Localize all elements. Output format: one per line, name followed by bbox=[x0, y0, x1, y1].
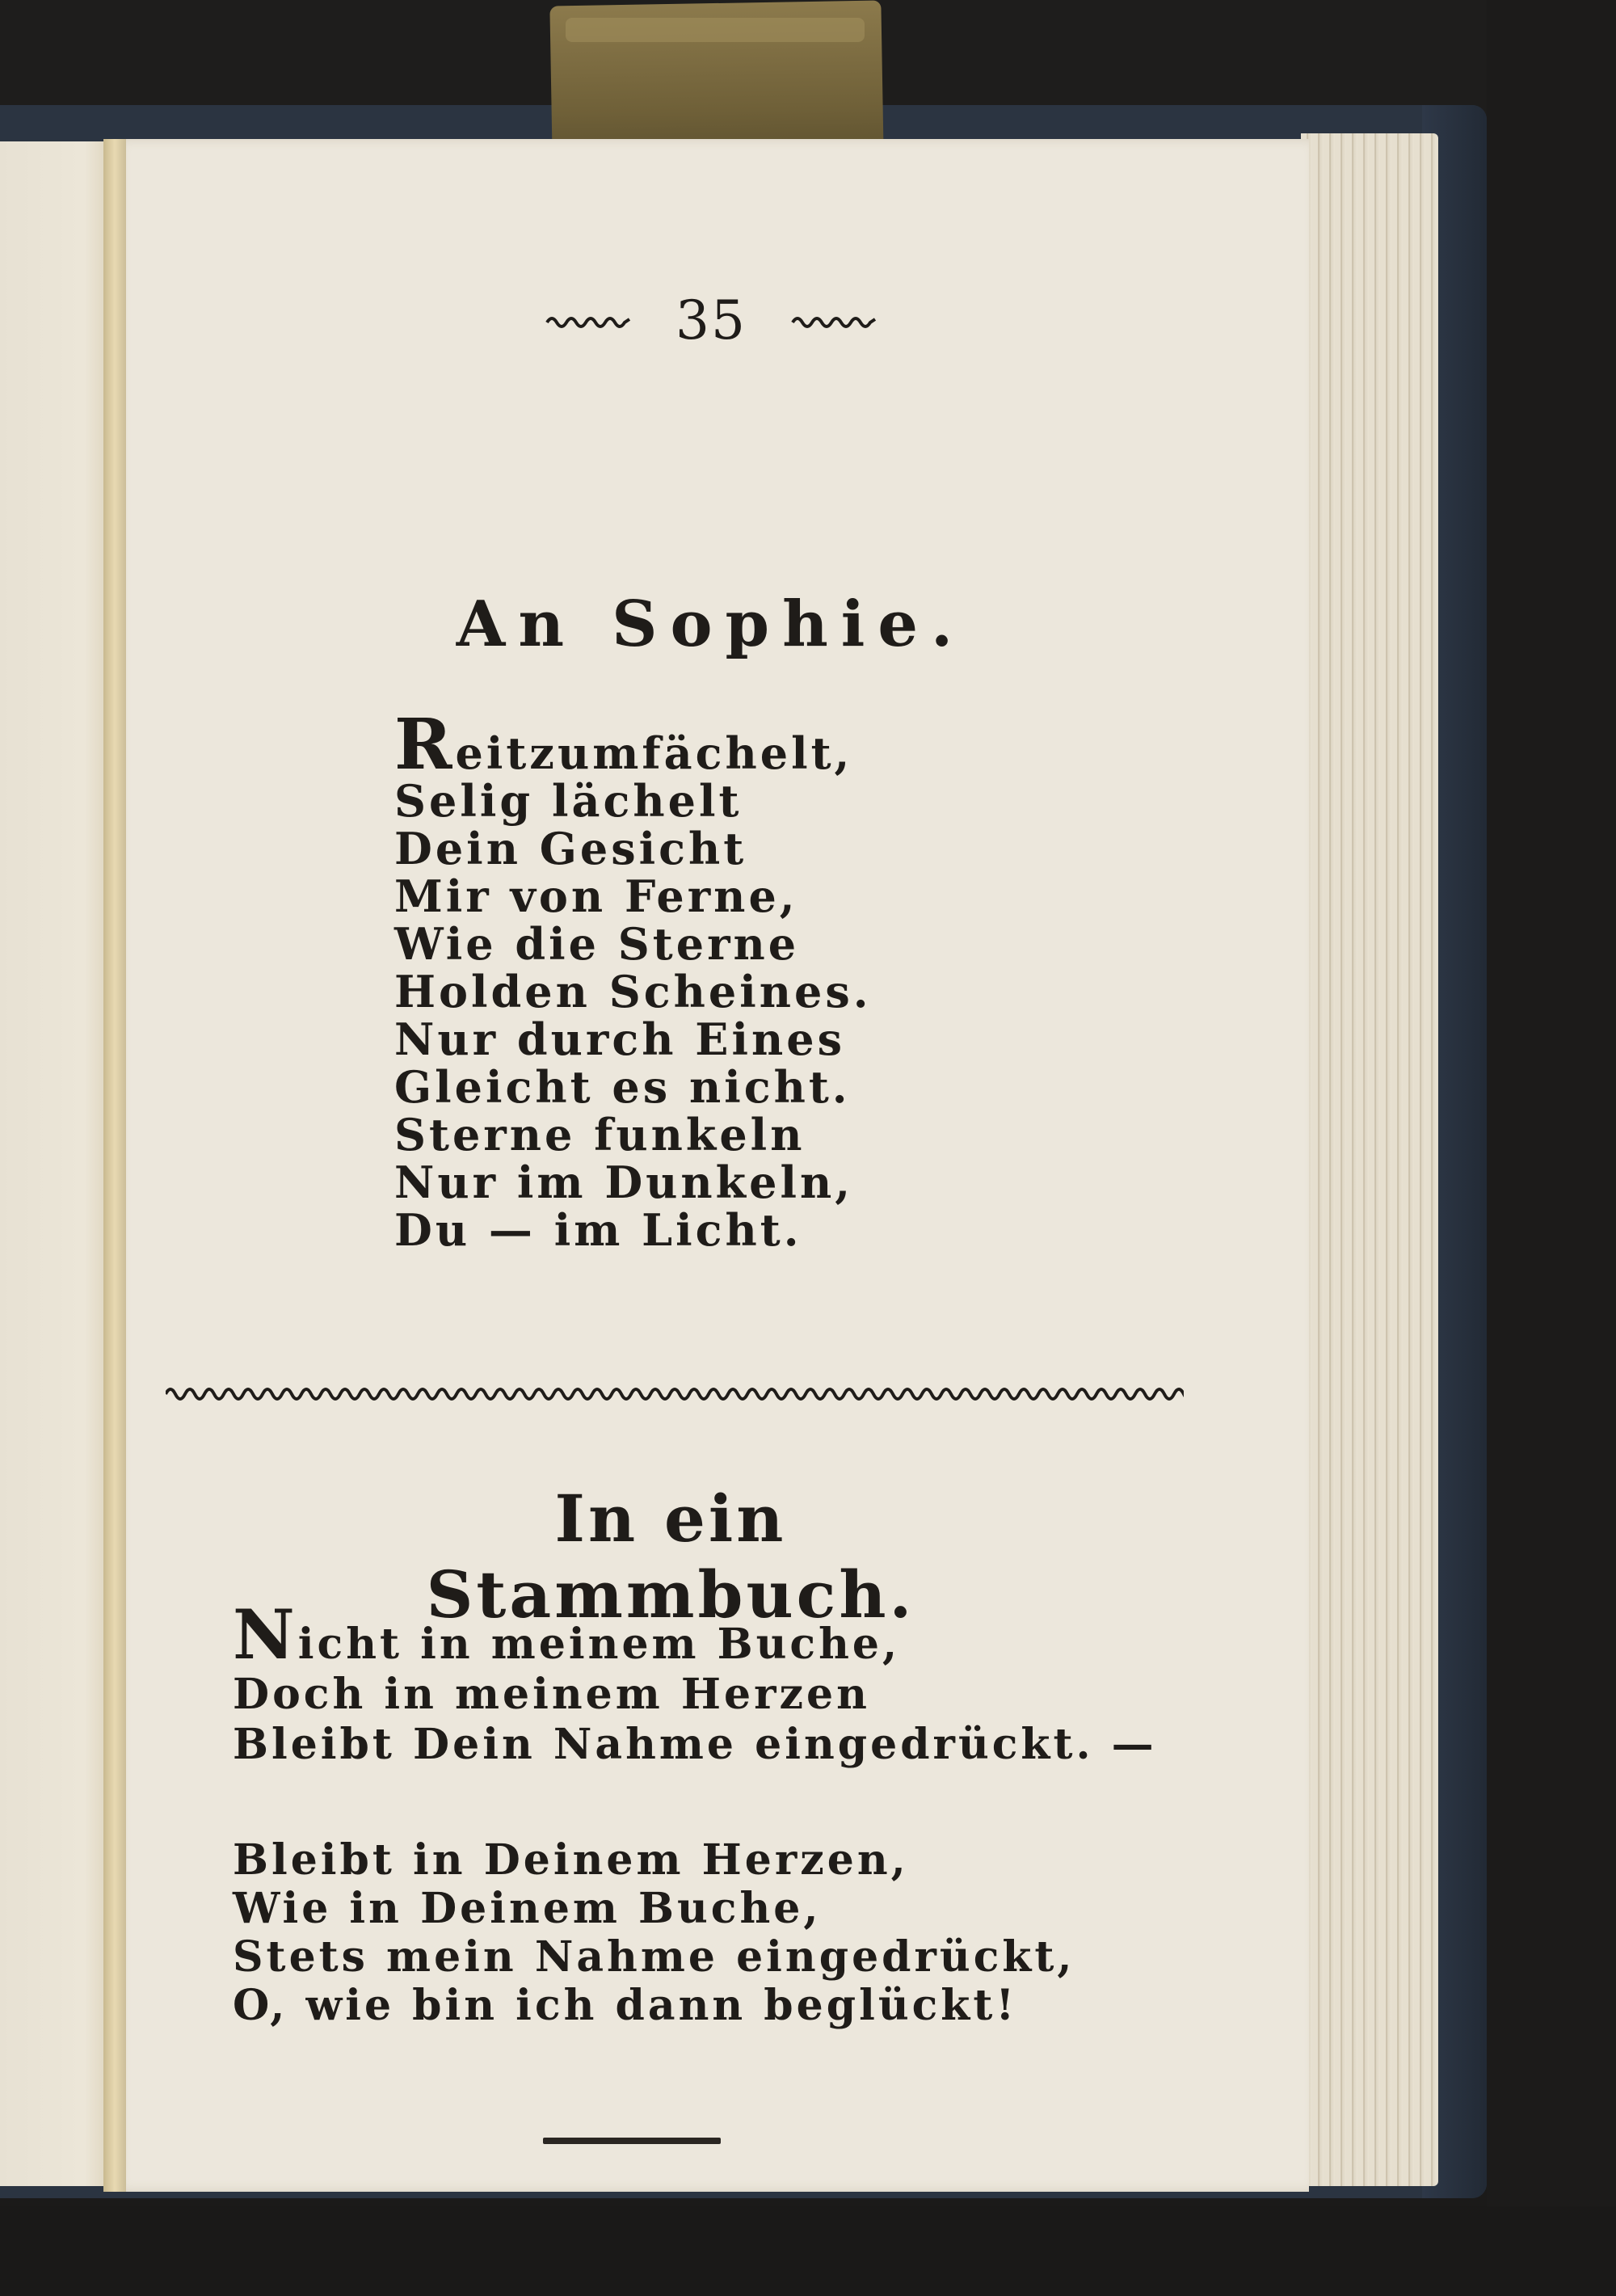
background-bottom bbox=[0, 2206, 1616, 2296]
page-header bbox=[461, 284, 962, 352]
poem-line: Dein Gesicht bbox=[394, 823, 747, 874]
poem-stanza bbox=[233, 1836, 1075, 2030]
end-rule bbox=[543, 2138, 721, 2144]
poem-stanza bbox=[233, 1595, 1157, 1770]
poem-line: Sterne funkeln bbox=[394, 1109, 806, 1161]
background-right bbox=[1487, 0, 1616, 2296]
poem-line: Nur im Dunkeln, bbox=[394, 1156, 854, 1208]
header-ornament-left bbox=[544, 310, 633, 331]
poem-title-in-ein-stammbuch: In ein Stammbuch. bbox=[426, 1481, 915, 1632]
poem-stanza bbox=[394, 704, 872, 1256]
poem-line: Wie in Deinem Buche, bbox=[233, 1884, 822, 1933]
poem-line: Du — im Licht. bbox=[394, 1204, 802, 1256]
poem-line: Gleicht es nicht. bbox=[394, 1061, 851, 1113]
book-page bbox=[113, 139, 1309, 2192]
bookmark-ribbon-fold bbox=[566, 18, 865, 42]
poem-line: Selig lächelt bbox=[394, 775, 743, 827]
poem-line: Bleibt in Deinem Herzen, bbox=[233, 1835, 909, 1885]
poem-line: Wie die Sterne bbox=[394, 918, 800, 970]
poem-line: O, wie bin ich dann beglückt! bbox=[233, 1981, 1018, 2030]
poem-line: Nur durch Eines bbox=[394, 1013, 845, 1065]
poem-line: Nicht in meinem Buche, bbox=[233, 1595, 901, 1675]
poem-line: Doch in meinem Herzen bbox=[233, 1670, 870, 1719]
wavy-divider bbox=[166, 1380, 1184, 1404]
poem-title-an-sophie: An Sophie. bbox=[456, 588, 966, 661]
poem-line: Bleibt Dein Nahme eingedrückt. — bbox=[233, 1720, 1157, 1769]
page-stack bbox=[1301, 133, 1438, 2186]
poem-line: Mir von Ferne, bbox=[394, 870, 798, 922]
poem-line: Stets mein Nahme eingedrückt, bbox=[233, 1932, 1075, 1982]
header-ornament-right bbox=[789, 310, 878, 331]
poem-line: Reitzumfächelt, bbox=[394, 704, 853, 786]
poem-line: Holden Scheines. bbox=[394, 966, 872, 1017]
page-number: 35 bbox=[675, 289, 747, 352]
page-content bbox=[113, 139, 1309, 2192]
